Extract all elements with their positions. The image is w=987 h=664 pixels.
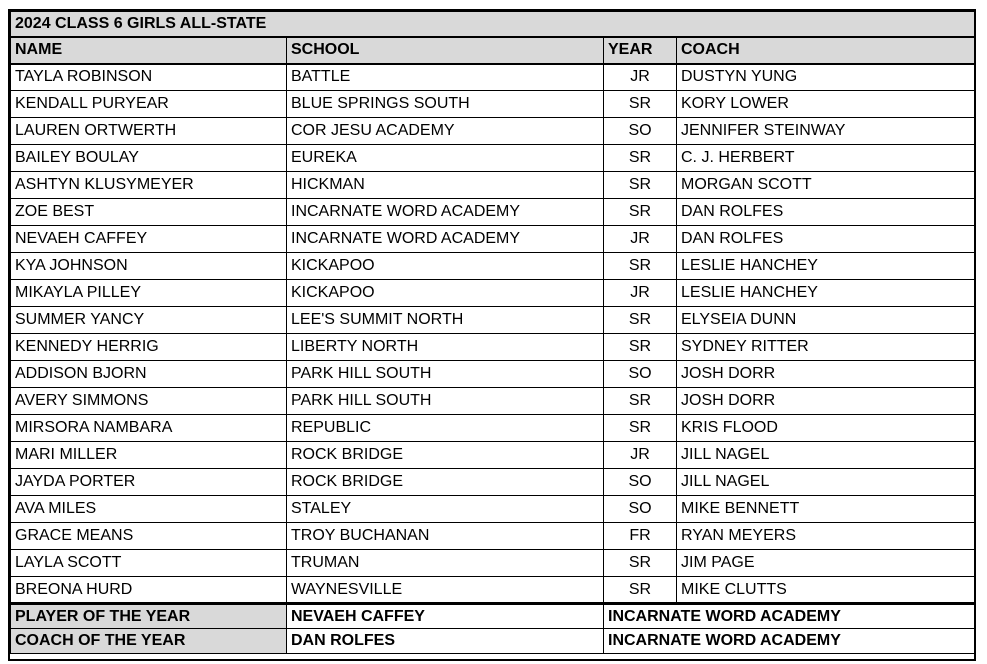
coach-of-year-name: DAN ROLFES <box>287 629 604 654</box>
all-state-sheet <box>8 9 976 661</box>
header-school: SCHOOL <box>287 37 604 64</box>
school-cell: BLUE SPRINGS SOUTH <box>287 91 604 118</box>
coach-cell: JENNIFER STEINWAY <box>677 118 975 145</box>
coach-cell: KRIS FLOOD <box>677 415 975 442</box>
player-name-cell: MARI MILLER <box>11 442 287 469</box>
year-cell: SO <box>604 496 677 523</box>
coach-cell: MORGAN SCOTT <box>677 172 975 199</box>
table-row <box>11 496 975 523</box>
school-cell: LIBERTY NORTH <box>287 334 604 361</box>
table-row <box>11 361 975 388</box>
coach-of-year-school: INCARNATE WORD ACADEMY <box>604 629 975 654</box>
year-cell: SR <box>604 334 677 361</box>
header-row <box>11 37 975 64</box>
school-cell: PARK HILL SOUTH <box>287 361 604 388</box>
player-name-cell: KENNEDY HERRIG <box>11 334 287 361</box>
school-cell: LEE'S SUMMIT NORTH <box>287 307 604 334</box>
coach-cell: JOSH DORR <box>677 361 975 388</box>
year-cell: SR <box>604 577 677 604</box>
table-row <box>11 172 975 199</box>
table-row <box>11 550 975 577</box>
player-name-cell: ZOE BEST <box>11 199 287 226</box>
player-name-cell: AVA MILES <box>11 496 287 523</box>
coach-cell: JILL NAGEL <box>677 469 975 496</box>
player-name-cell: MIKAYLA PILLEY <box>11 280 287 307</box>
table-row <box>11 199 975 226</box>
table-row <box>11 388 975 415</box>
coach-cell: JOSH DORR <box>677 388 975 415</box>
player-name-cell: JAYDA PORTER <box>11 469 287 496</box>
year-cell: FR <box>604 523 677 550</box>
player-of-year-school: INCARNATE WORD ACADEMY <box>604 604 975 629</box>
school-cell: KICKAPOO <box>287 280 604 307</box>
school-cell: PARK HILL SOUTH <box>287 388 604 415</box>
school-cell: TROY BUCHANAN <box>287 523 604 550</box>
coach-cell: KORY LOWER <box>677 91 975 118</box>
header-year: YEAR <box>604 37 677 64</box>
player-name-cell: KYA JOHNSON <box>11 253 287 280</box>
player-name-cell: MIRSORA NAMBARA <box>11 415 287 442</box>
coach-cell: MIKE CLUTTS <box>677 577 975 604</box>
table-row <box>11 64 975 91</box>
school-cell: BATTLE <box>287 64 604 91</box>
coach-cell: DAN ROLFES <box>677 199 975 226</box>
school-cell: TRUMAN <box>287 550 604 577</box>
table-row <box>11 145 975 172</box>
coach-cell: SYDNEY RITTER <box>677 334 975 361</box>
year-cell: SR <box>604 253 677 280</box>
player-name-cell: AVERY SIMMONS <box>11 388 287 415</box>
coach-cell: MIKE BENNETT <box>677 496 975 523</box>
player-name-cell: BREONA HURD <box>11 577 287 604</box>
player-of-year-name: NEVAEH CAFFEY <box>287 604 604 629</box>
year-cell: JR <box>604 64 677 91</box>
player-name-cell: KENDALL PURYEAR <box>11 91 287 118</box>
coach-cell: DUSTYN YUNG <box>677 64 975 91</box>
player-name-cell: ADDISON BJORN <box>11 361 287 388</box>
year-cell: SR <box>604 145 677 172</box>
player-of-year-label: PLAYER OF THE YEAR <box>11 604 287 629</box>
school-cell: INCARNATE WORD ACADEMY <box>287 226 604 253</box>
coach-of-year-row <box>11 629 975 654</box>
school-cell: COR JESU ACADEMY <box>287 118 604 145</box>
player-name-cell: LAYLA SCOTT <box>11 550 287 577</box>
header-name: NAME <box>11 37 287 64</box>
year-cell: SR <box>604 550 677 577</box>
table-row <box>11 307 975 334</box>
player-name-cell: GRACE MEANS <box>11 523 287 550</box>
coach-cell: C. J. HERBERT <box>677 145 975 172</box>
table-row <box>11 334 975 361</box>
year-cell: SO <box>604 469 677 496</box>
school-cell: WAYNESVILLE <box>287 577 604 604</box>
title-row <box>11 12 975 37</box>
coach-cell: DAN ROLFES <box>677 226 975 253</box>
player-name-cell: SUMMER YANCY <box>11 307 287 334</box>
table-row <box>11 253 975 280</box>
year-cell: SR <box>604 388 677 415</box>
year-cell: SR <box>604 415 677 442</box>
all-state-table <box>10 11 975 654</box>
school-cell: HICKMAN <box>287 172 604 199</box>
player-name-cell: NEVAEH CAFFEY <box>11 226 287 253</box>
year-cell: JR <box>604 226 677 253</box>
coach-cell: ELYSEIA DUNN <box>677 307 975 334</box>
player-name-cell: LAUREN ORTWERTH <box>11 118 287 145</box>
player-name-cell: BAILEY BOULAY <box>11 145 287 172</box>
year-cell: JR <box>604 442 677 469</box>
coach-cell: JIM PAGE <box>677 550 975 577</box>
year-cell: SO <box>604 118 677 145</box>
year-cell: SR <box>604 91 677 118</box>
player-name-cell: TAYLA ROBINSON <box>11 64 287 91</box>
school-cell: ROCK BRIDGE <box>287 442 604 469</box>
coach-cell: LESLIE HANCHEY <box>677 280 975 307</box>
year-cell: SR <box>604 172 677 199</box>
table-row <box>11 226 975 253</box>
school-cell: INCARNATE WORD ACADEMY <box>287 199 604 226</box>
table-row <box>11 469 975 496</box>
sheet-title: 2024 CLASS 6 GIRLS ALL-STATE <box>11 12 975 37</box>
table-row <box>11 577 975 604</box>
table-row <box>11 91 975 118</box>
header-coach: COACH <box>677 37 975 64</box>
year-cell: SR <box>604 199 677 226</box>
year-cell: SO <box>604 361 677 388</box>
school-cell: ROCK BRIDGE <box>287 469 604 496</box>
table-row <box>11 118 975 145</box>
table-row <box>11 280 975 307</box>
player-of-year-row <box>11 604 975 629</box>
school-cell: EUREKA <box>287 145 604 172</box>
player-name-cell: ASHTYN KLUSYMEYER <box>11 172 287 199</box>
year-cell: SR <box>604 307 677 334</box>
coach-cell: LESLIE HANCHEY <box>677 253 975 280</box>
school-cell: STALEY <box>287 496 604 523</box>
school-cell: KICKAPOO <box>287 253 604 280</box>
coach-cell: JILL NAGEL <box>677 442 975 469</box>
school-cell: REPUBLIC <box>287 415 604 442</box>
table-row <box>11 523 975 550</box>
table-row <box>11 442 975 469</box>
year-cell: JR <box>604 280 677 307</box>
coach-cell: RYAN MEYERS <box>677 523 975 550</box>
table-row <box>11 415 975 442</box>
coach-of-year-label: COACH OF THE YEAR <box>11 629 287 654</box>
